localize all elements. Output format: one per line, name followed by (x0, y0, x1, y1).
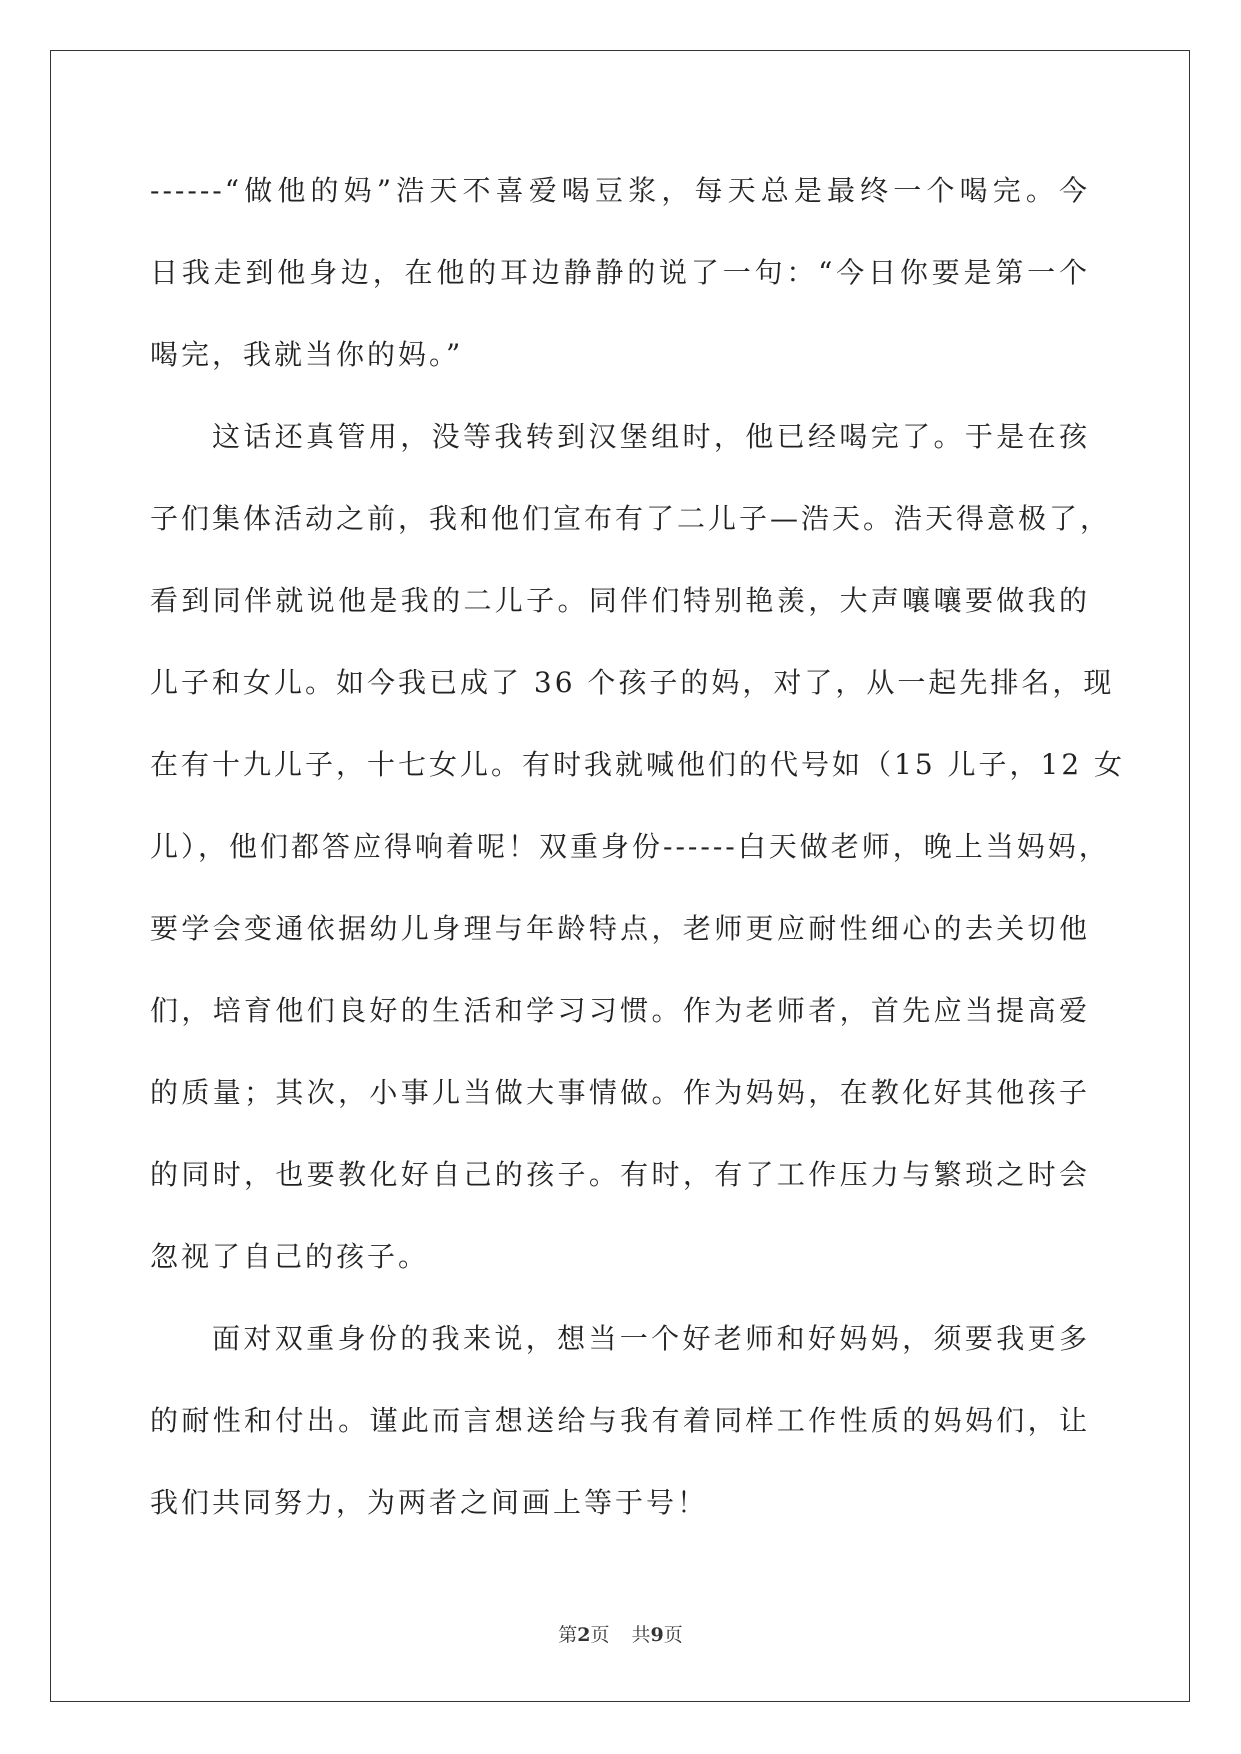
page-footer (0, 1620, 1241, 1647)
text-line: 忽视了自己的孩子。 (150, 1240, 430, 1273)
text-line: 要学会变通依据幼儿身理与年龄特点，老师更应耐性细心的去关切他 (150, 912, 1090, 945)
page-unit: 页 (590, 1624, 610, 1646)
text-line: 日我走到他身边，在他的耳边静静的说了一句：“今日你要是第一个 (150, 256, 1090, 289)
page-total: 9 (650, 1624, 664, 1646)
text-line: 儿子和女儿。如今我已成了 36 个孩子的妈，对了，从一起先排名，现 (150, 666, 1115, 699)
text-line: 们，培育他们良好的生活和学习习惯。作为老师者，首先应当提高爱 (150, 994, 1090, 1027)
paragraph-first-line: 面对双重身份的我来说，想当一个好老师和好妈妈，须要我更多 (212, 1322, 1090, 1355)
document-body (150, 150, 1126, 1544)
text-line: 的同时，也要教化好自己的孩子。有时，有了工作压力与繁琐之时会 (150, 1158, 1090, 1191)
page-prefix: 第 (558, 1624, 578, 1646)
text-line: 看到同伴就说他是我的二儿子。同伴们特别艳羡，大声嚷嚷要做我的 (150, 584, 1090, 617)
text-line: 我们共同努力，为两者之间画上等于号！ (150, 1486, 709, 1519)
text-line: 在有十九儿子，十七女儿。有时我就喊他们的代号如（15 儿子，12 女 (150, 748, 1126, 781)
page-current: 2 (577, 1624, 591, 1646)
total-prefix: 共 (631, 1624, 651, 1646)
text-line: 的质量；其次，小事儿当做大事情做。作为妈妈，在教化好其他孩子 (150, 1076, 1090, 1109)
text-line: 喝完，我就当你的妈。” (150, 338, 464, 371)
paragraph-first-line: 这话还真管用，没等我转到汉堡组时，他已经喝完了。于是在孩 (212, 420, 1090, 453)
text-line: 儿），他们都答应得响着呢！双重身份------白天做老师，晚上当妈妈， (150, 830, 1110, 863)
text-line: 的耐性和付出。谨此而言想送给与我有着同样工作性质的妈妈们，让 (150, 1404, 1090, 1437)
total-unit: 页 (663, 1624, 683, 1646)
text-line: 子们集体活动之前，我和他们宣布有了二儿子—浩天。浩天得意极了， (150, 502, 1112, 535)
text-line: ------“做他的妈”浩天不喜爱喝豆浆，每天总是最终一个喝完。今 (150, 174, 1090, 207)
